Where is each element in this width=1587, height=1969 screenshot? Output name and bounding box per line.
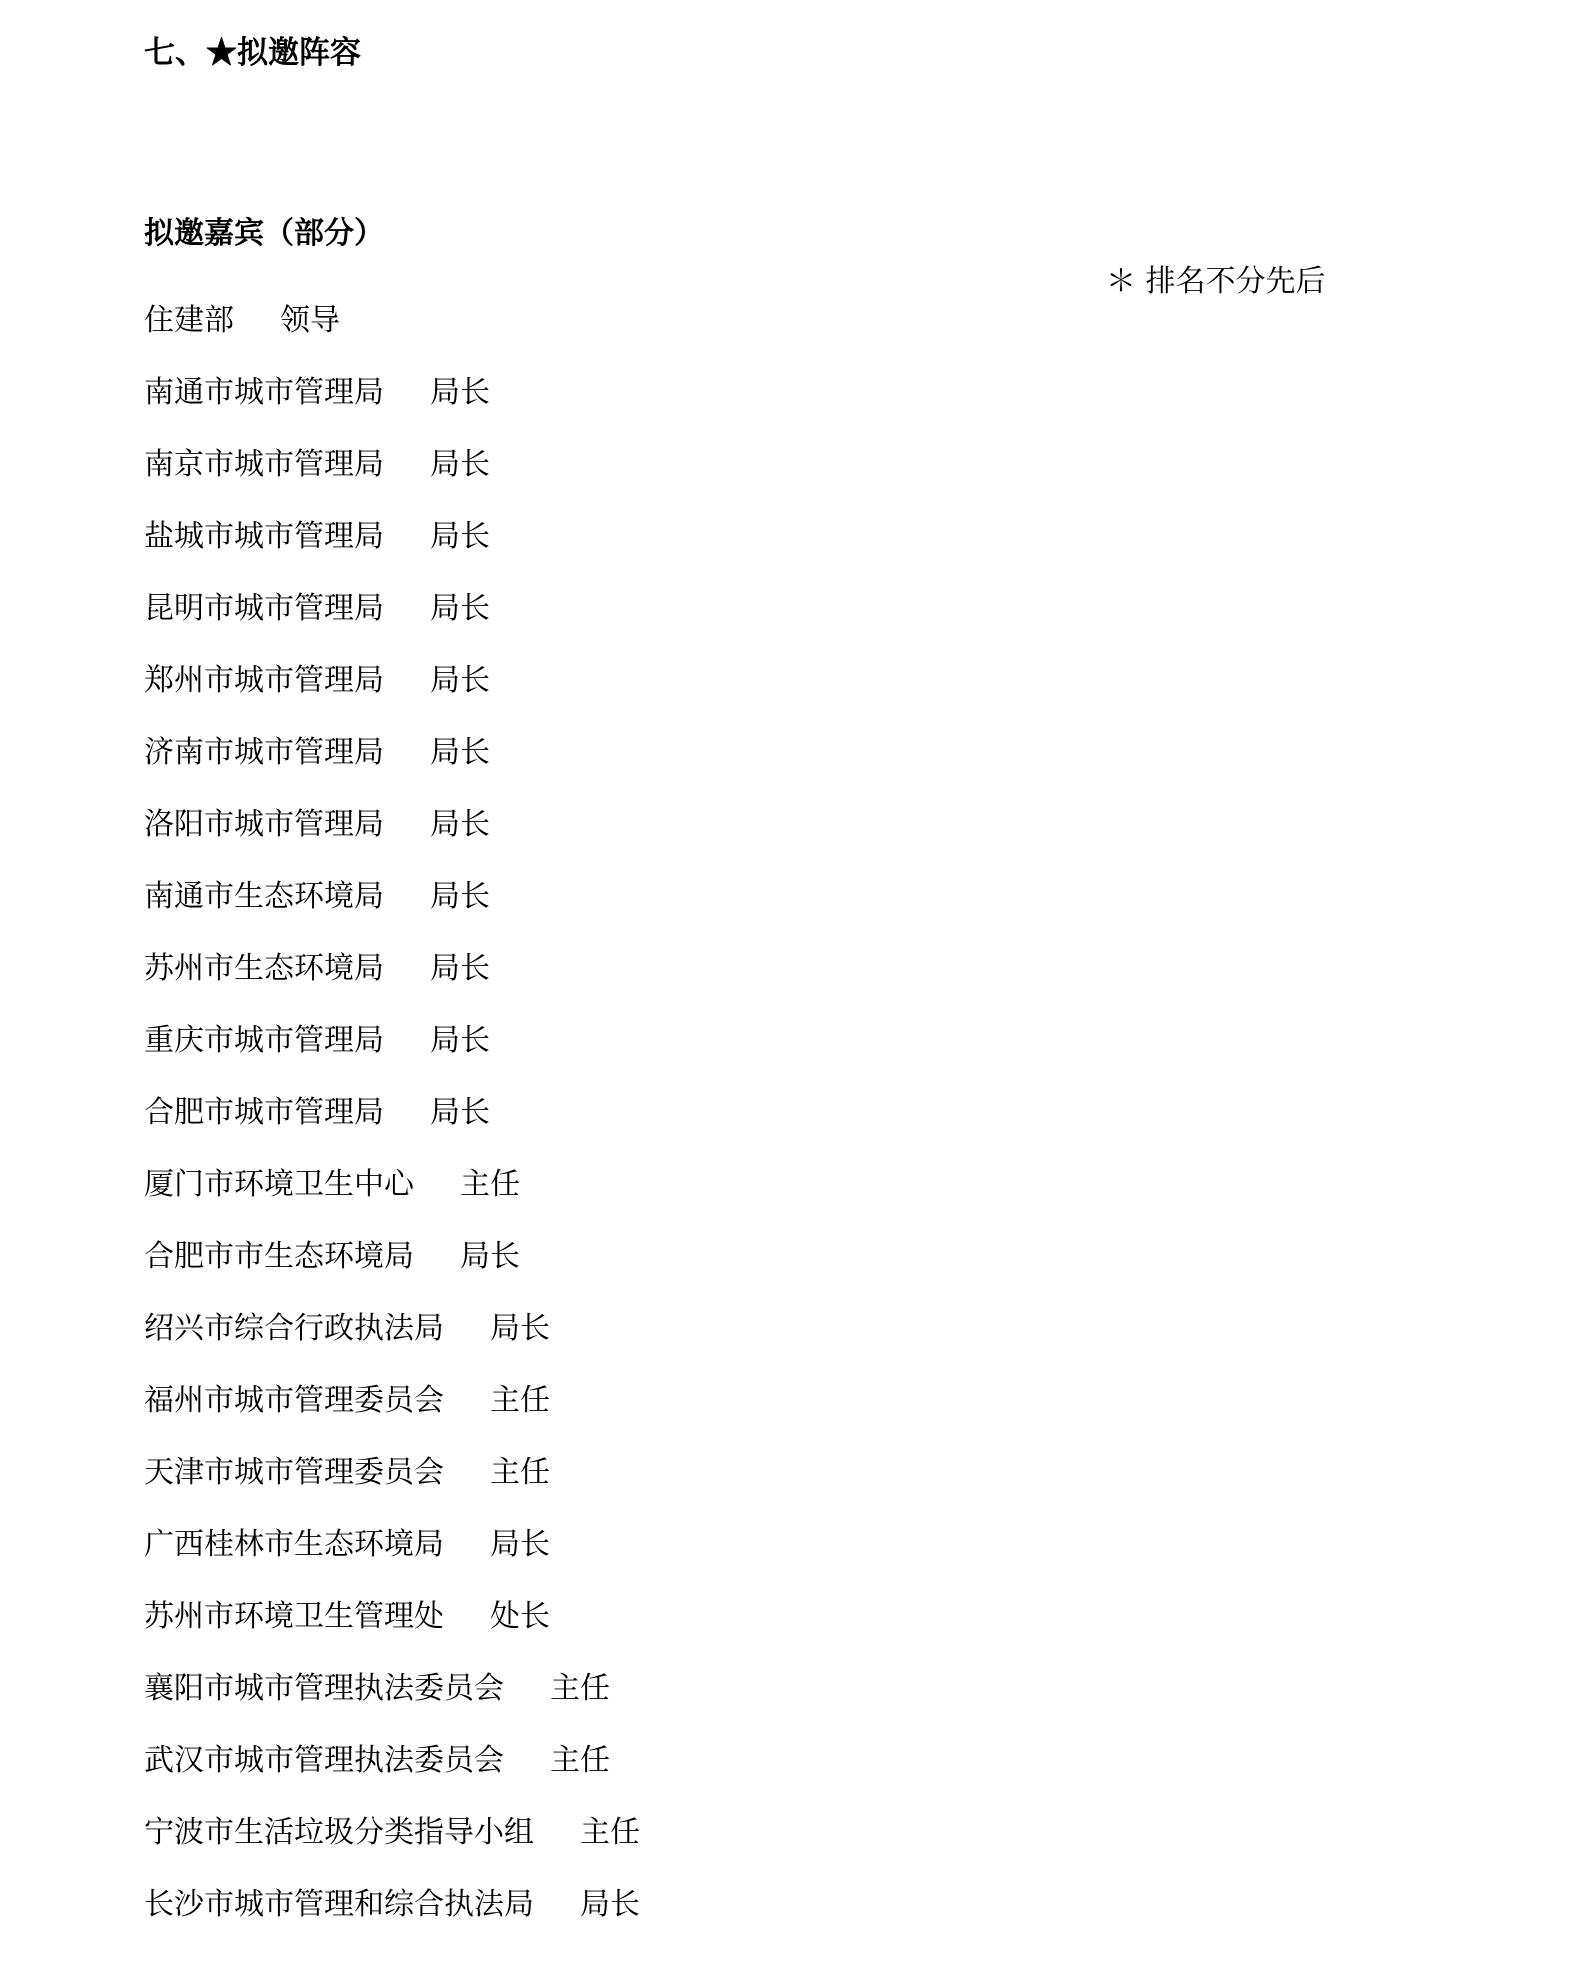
guests-heading: 拟邀嘉宾（部分）	[144, 216, 384, 251]
guest-organization: 天津市城市管理委员会	[144, 1455, 444, 1490]
list-item	[144, 1597, 640, 1669]
list-item	[144, 1453, 640, 1525]
list-item	[144, 1885, 640, 1957]
list-item	[144, 445, 640, 517]
guest-title: 局长	[430, 591, 490, 626]
guest-title: 局长	[430, 1023, 490, 1058]
guest-title: 局长	[430, 1095, 490, 1130]
list-item	[144, 301, 640, 373]
guest-title: 局长	[430, 807, 490, 842]
guest-organization: 重庆市城市管理局	[144, 1023, 384, 1058]
guest-title: 局长	[430, 519, 490, 554]
guest-title: 主任	[580, 1815, 640, 1850]
guest-title: 局长	[430, 375, 490, 410]
guest-list	[144, 301, 640, 1957]
list-item	[144, 805, 640, 877]
guest-organization: 郑州市城市管理局	[144, 663, 384, 698]
guest-organization: 合肥市市生态环境局	[144, 1239, 414, 1274]
list-item	[144, 733, 640, 805]
guest-organization: 福州市城市管理委员会	[144, 1383, 444, 1418]
guest-title: 主任	[550, 1671, 610, 1706]
list-item	[144, 373, 640, 445]
guest-organization: 苏州市生态环境局	[144, 951, 384, 986]
guest-organization: 济南市城市管理局	[144, 735, 384, 770]
list-item	[144, 1741, 640, 1813]
guest-title: 局长	[430, 447, 490, 482]
list-item	[144, 517, 640, 589]
guest-organization: 苏州市环境卫生管理处	[144, 1599, 444, 1634]
list-item	[144, 949, 640, 1021]
guest-organization: 盐城市城市管理局	[144, 519, 384, 554]
guest-title: 局长	[430, 879, 490, 914]
guest-title: 局长	[430, 663, 490, 698]
list-item	[144, 1021, 640, 1093]
guest-title: 主任	[490, 1455, 550, 1490]
section-heading: 七、★拟邀阵容	[144, 35, 361, 71]
guest-title: 主任	[550, 1743, 610, 1778]
guest-organization: 武汉市城市管理执法委员会	[144, 1743, 504, 1778]
guest-organization: 昆明市城市管理局	[144, 591, 384, 626]
guest-title: 处长	[490, 1599, 550, 1634]
list-item	[144, 1669, 640, 1741]
guest-organization: 襄阳市城市管理执法委员会	[144, 1671, 504, 1706]
guest-organization: 合肥市城市管理局	[144, 1095, 384, 1130]
list-item	[144, 661, 640, 733]
guest-organization: 洛阳市城市管理局	[144, 807, 384, 842]
guest-organization: 南通市生态环境局	[144, 879, 384, 914]
list-item	[144, 1165, 640, 1237]
guest-organization: 南通市城市管理局	[144, 375, 384, 410]
guest-organization: 住建部	[144, 303, 234, 338]
list-item	[144, 1237, 640, 1309]
list-item	[144, 1093, 640, 1165]
guest-title: 局长	[490, 1527, 550, 1562]
guest-organization: 南京市城市管理局	[144, 447, 384, 482]
guest-title: 局长	[430, 735, 490, 770]
list-item	[144, 1525, 640, 1597]
guest-title: 主任	[490, 1383, 550, 1418]
guest-organization: 绍兴市综合行政执法局	[144, 1311, 444, 1346]
ranking-note: ＊ 排名不分先后	[1106, 264, 1326, 299]
list-item	[144, 1309, 640, 1381]
guest-organization: 广西桂林市生态环境局	[144, 1527, 444, 1562]
guest-title: 局长	[430, 951, 490, 986]
list-item	[144, 1381, 640, 1453]
guest-organization: 宁波市生活垃圾分类指导小组	[144, 1815, 534, 1850]
list-item	[144, 589, 640, 661]
list-item	[144, 877, 640, 949]
guest-title: 领导	[280, 303, 340, 338]
guest-title: 局长	[580, 1887, 640, 1922]
guest-title: 主任	[460, 1167, 520, 1202]
list-item	[144, 1813, 640, 1885]
guest-title: 局长	[460, 1239, 520, 1274]
guest-organization: 厦门市环境卫生中心	[144, 1167, 414, 1202]
guest-title: 局长	[490, 1311, 550, 1346]
guest-organization: 长沙市城市管理和综合执法局	[144, 1887, 534, 1922]
